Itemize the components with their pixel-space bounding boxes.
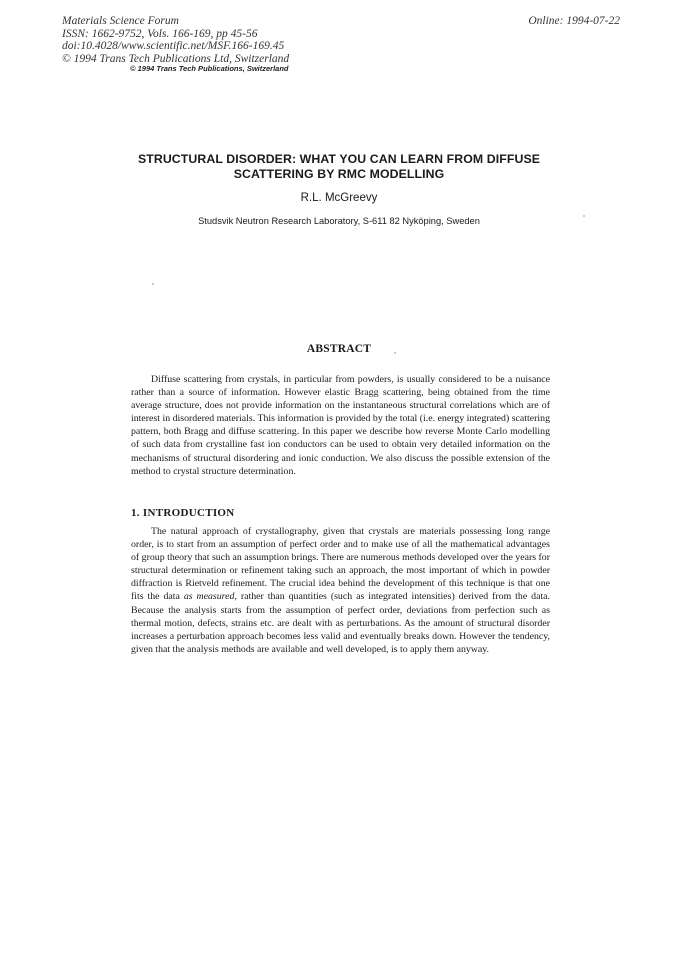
paper-title xyxy=(100,152,578,181)
affiliation: Studsvik Neutron Research Laboratory, S-611 82 Nyköping, Sweden xyxy=(198,216,480,226)
title-line-1: STRUCTURAL DISORDER: WHAT YOU CAN LEARN FROM DIFFUSE xyxy=(137,152,541,166)
doi-line: doi:10.4028/www.scientific.net/MSF.166-169.45 xyxy=(62,40,285,52)
publisher-line: © 1994 Trans Tech Publications Ltd, Switzerland xyxy=(62,52,290,65)
scan-speck xyxy=(583,215,585,217)
print-copyright: © 1994 Trans Tech Publications, Switzerland xyxy=(130,64,289,73)
intro-text-part-1: The natural approach of crystallography, given that crystals are materials possessing long range order, is to start from an assumption of perfect order and to make use of all the mathematical advantages of group theory that such an assumption brings. There are numerous methods developed over the years for structural determination or refinement taking such an approach, the most important of which in powder diffraction is Rietveld refinement. The crucial idea behind the development of this technique is that one fits the data xyxy=(131,526,550,603)
introduction-paragraph xyxy=(131,525,550,656)
introduction-body xyxy=(131,525,550,656)
author-name: R.L. McGreevy xyxy=(300,192,378,204)
abstract-heading: ABSTRACT xyxy=(306,343,372,355)
abstract-paragraph: Diffuse scattering from crystals, in particular from powders, is usually considered to be a nuisance rather than a source of information. However elastic Bragg scattering, being obtained from the time average structure, does not provide information on the instantaneous structural correlations which are of interest in disordered materials. This information is provided by the total (i.e. energy integrated) scattering pattern, both Bragg and diffuse scattering. In this paper we describe how reverse Monte Carlo modelling of such data from crystalline fast ion conductors can be used to obtain very detailed information on the mechanisms of structural disordering and ionic conduction. We also discuss the possible extension of the method to crystal structure determination. xyxy=(131,374,550,477)
abstract-body xyxy=(131,373,550,478)
section-heading-introduction: 1. INTRODUCTION xyxy=(131,507,235,519)
title-line-2: SCATTERING BY RMC MODELLING xyxy=(233,166,445,181)
intro-emphasis: as measured xyxy=(183,591,235,603)
scan-speck xyxy=(394,352,396,354)
issn-line: ISSN: 1662-9752, Vols. 166-169, pp 45-56 xyxy=(62,27,258,40)
scan-speck xyxy=(152,283,154,285)
online-date: Online: 1994-07-22 xyxy=(528,15,620,27)
intro-text-part-2: , rather than quantities (such as integrated intensities) derived from the data. Because the analysis starts from the assumption of perfect order, deviations from perfection such as thermal motion, defects, strains etc. are dealt with as perturbations. As the amount of structural disorder increases a perturbation approach becomes less valid and eventually breaks down. However the tendency, given that the analysis methods are available and well developed, is to apply them anyway. xyxy=(131,591,551,655)
journal-name: Materials Science Forum xyxy=(62,15,179,27)
journal-header xyxy=(62,15,289,65)
